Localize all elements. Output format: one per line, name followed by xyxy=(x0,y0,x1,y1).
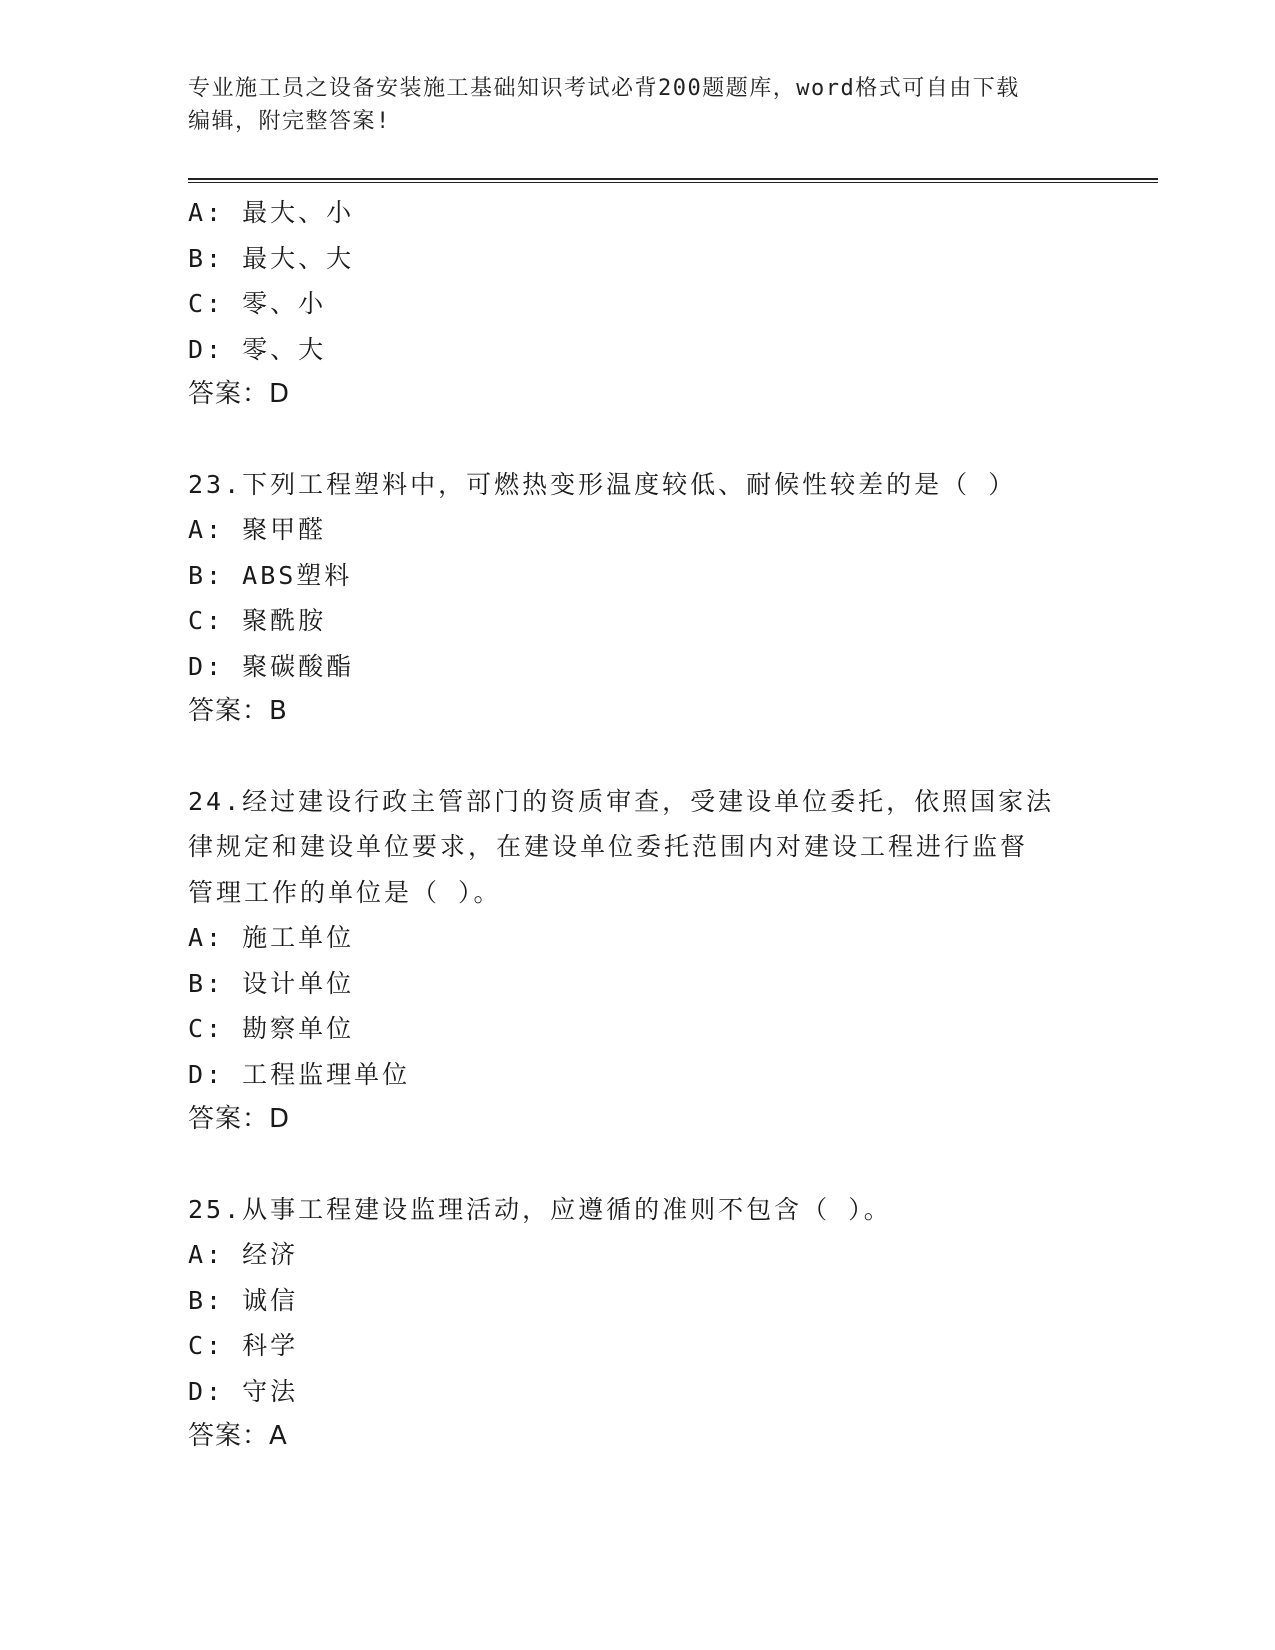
option-a: A: 施工单位 xyxy=(188,923,355,952)
option-b: B: 诚信 xyxy=(188,1285,299,1315)
question-text-line-2: 律规定和建设单位要求，在建设单位委托范围内对建设工程进行监督 xyxy=(188,832,1029,861)
option-a: A: 最大、小 xyxy=(188,198,355,227)
question-block-23 xyxy=(188,462,1088,735)
option-a: A: 经济 xyxy=(188,1240,299,1269)
question-block-22 xyxy=(188,190,1088,418)
question-list xyxy=(188,190,1088,1460)
question-text-line-1: 24.经过建设行政主管部门的资质审查，受建设单位委托，依照国家法 xyxy=(188,786,1055,816)
page-header xyxy=(188,72,1068,138)
question-block-25 xyxy=(188,1187,1088,1460)
answer-line: 答案：A xyxy=(188,1421,288,1451)
answer-line: 答案：D xyxy=(188,1104,291,1134)
option-b: B: 最大、大 xyxy=(188,243,355,273)
option-d: D: 工程监理单位 xyxy=(188,1059,411,1089)
option-d: D: 聚碳酸酯 xyxy=(188,651,355,681)
option-c: C: 科学 xyxy=(188,1331,299,1360)
option-c: C: 聚酰胺 xyxy=(188,606,327,635)
question-block-24 xyxy=(188,779,1088,1143)
answer-line: 答案：B xyxy=(188,696,288,726)
question-text-line-3: 管理工作的单位是（ ）。 xyxy=(188,877,502,907)
answer-line: 答案：D xyxy=(188,379,291,409)
header-divider xyxy=(188,178,1158,183)
block-spacer xyxy=(188,735,1088,779)
block-spacer xyxy=(188,418,1088,462)
option-a: A: 聚甲醛 xyxy=(188,515,327,544)
question-text: 23.下列工程塑料中，可燃热变形温度较低、耐候性较差的是（ ） xyxy=(188,469,1017,499)
header-title-line-2: 编辑，附完整答案! xyxy=(188,109,391,134)
block-spacer xyxy=(188,1143,1088,1187)
option-c: C: 勘察单位 xyxy=(188,1014,355,1043)
option-d: D: 守法 xyxy=(188,1376,299,1406)
option-d: D: 零、大 xyxy=(188,334,327,364)
option-b: B: 设计单位 xyxy=(188,968,355,998)
option-b: B: ABS塑料 xyxy=(188,560,353,590)
question-text: 25.从事工程建设监理活动，应遵循的准则不包含（ ）。 xyxy=(188,1194,892,1224)
option-c: C: 零、小 xyxy=(188,289,327,318)
header-title-line-1: 专业施工员之设备安装施工基础知识考试必背200题题库，word格式可自由下载 xyxy=(188,76,1020,101)
